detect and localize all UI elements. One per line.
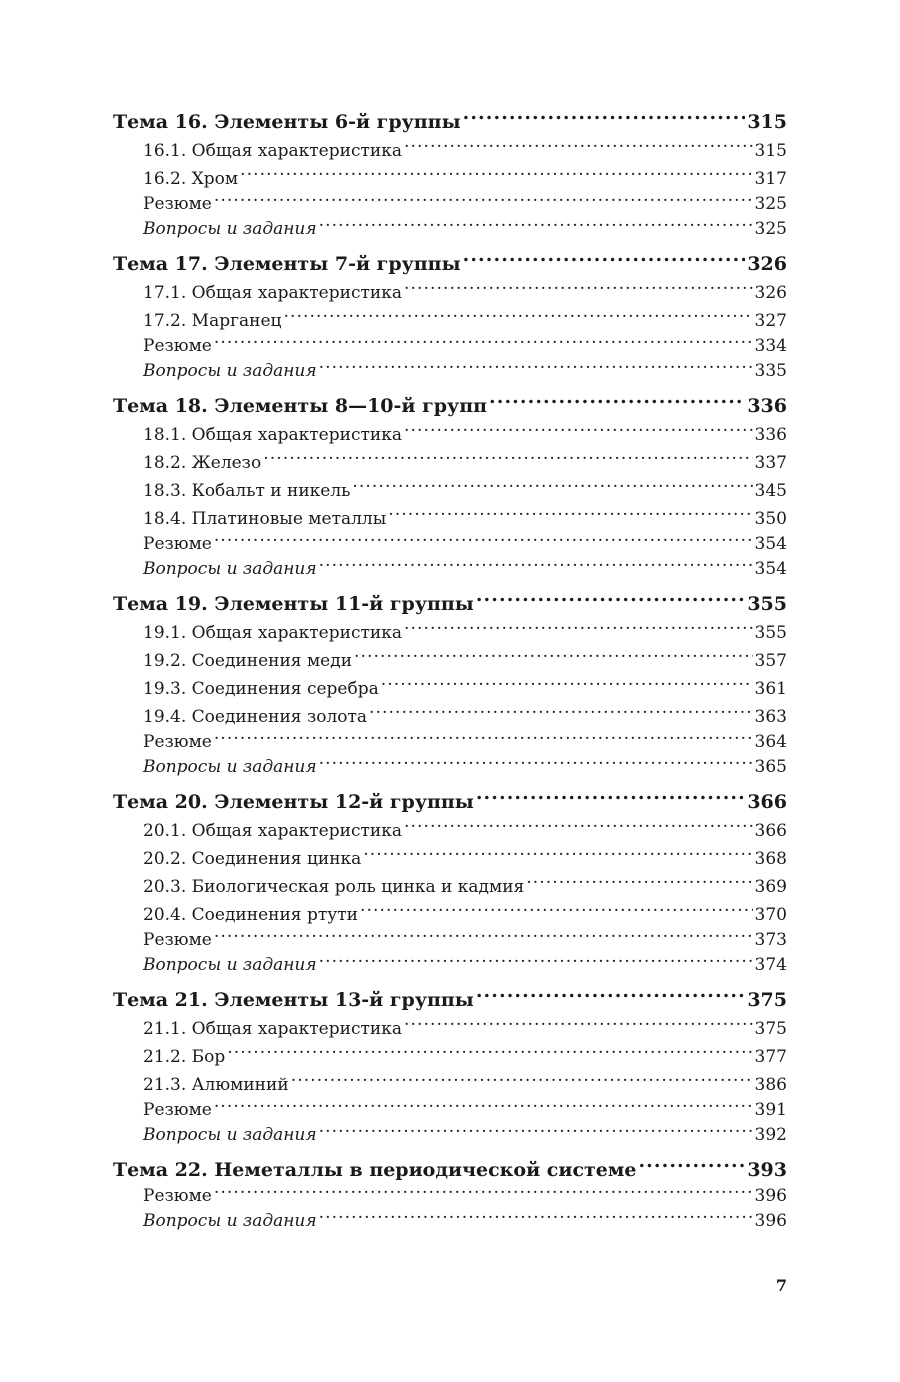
subsection-title: 19.4. Соединения золота [143, 707, 368, 727]
dot-leader [463, 98, 746, 128]
topic-page-number: 393 [747, 1159, 787, 1181]
topic-title: Тема 20. Элементы 12-й группы [113, 791, 474, 813]
subsection-page-number: 325 [754, 194, 787, 214]
topic-page-number: 326 [747, 253, 787, 275]
subsection-title: 17.2. Марганец [143, 311, 282, 331]
subsection-page-number: 377 [754, 1047, 787, 1067]
dot-leader [388, 496, 752, 524]
subsection-title: Резюме [143, 194, 212, 214]
dot-leader [363, 836, 752, 864]
page-number: 7 [775, 1276, 787, 1295]
dot-leader [283, 298, 752, 326]
subsection-page-number: 345 [754, 481, 787, 501]
subsection-title: Резюме [143, 930, 212, 950]
topic-title: Тема 21. Элементы 13-й группы [113, 989, 474, 1011]
toc-section [113, 1146, 787, 1231]
topic-title: Тема 18. Элементы 8—10-й групп [113, 395, 488, 417]
subsection-title: 16.1. Общая характеристика [143, 141, 402, 161]
subsection-page-number: 370 [754, 905, 787, 925]
dot-leader [489, 382, 745, 412]
subsection-page-number: 392 [754, 1125, 787, 1145]
subsection-title: Резюме [143, 1100, 212, 1120]
toc-section [113, 778, 787, 975]
dot-leader [404, 128, 753, 156]
toc-section [113, 98, 787, 239]
toc-subsection-entry[interactable] [113, 549, 787, 579]
subsection-title: 18.3. Кобальт и никель [143, 481, 351, 501]
toc-subsection-entry[interactable] [113, 351, 787, 381]
subsection-page-number: 391 [754, 1100, 787, 1120]
subsection-title: Резюме [143, 534, 212, 554]
subsection-title: 18.2. Железо [143, 453, 262, 473]
toc-subsection-entry[interactable] [113, 1176, 787, 1206]
dot-leader [476, 778, 745, 808]
subsection-page-number: 337 [754, 453, 787, 473]
topic-page-number: 366 [747, 791, 787, 813]
dot-leader [319, 209, 753, 234]
subsection-page-number: 326 [754, 283, 787, 303]
subsection-page-number: 364 [754, 732, 787, 752]
subsection-title: 21.1. Общая характеристика [143, 1019, 402, 1039]
subsection-page-number: 386 [754, 1075, 787, 1095]
dot-leader [360, 892, 753, 920]
subsection-title: 16.2. Хром [143, 169, 239, 189]
subsection-page-number: 325 [754, 219, 787, 239]
dot-leader [319, 351, 753, 376]
toc-section [113, 580, 787, 777]
toc-section [113, 240, 787, 381]
dot-leader [214, 722, 753, 747]
subsection-page-number: 317 [754, 169, 787, 189]
toc-section [113, 976, 787, 1145]
subsection-title: 19.2. Соединения меди [143, 651, 353, 671]
subsection-page-number: 361 [754, 679, 787, 699]
dot-leader [319, 945, 753, 970]
toc-subsection-entry[interactable] [113, 920, 787, 950]
dot-leader [214, 524, 753, 549]
topic-title: Тема 19. Элементы 11-й группы [113, 593, 474, 615]
dot-leader [263, 440, 752, 468]
toc-section [113, 382, 787, 579]
subsection-page-number: 354 [754, 534, 787, 554]
dot-leader [404, 808, 753, 836]
dot-leader [319, 1115, 753, 1140]
dot-leader [369, 694, 753, 722]
dot-leader [404, 270, 753, 298]
dot-leader [214, 326, 753, 351]
toc-subsection-entry[interactable] [113, 1115, 787, 1145]
subsection-page-number: 374 [754, 955, 787, 975]
dot-leader [404, 1006, 753, 1034]
topic-title: Тема 22. Неметаллы в периодической системе [113, 1159, 637, 1181]
toc-topic-entry[interactable] [113, 98, 787, 133]
topic-page-number: 336 [747, 395, 787, 417]
subsection-page-number: 373 [754, 930, 787, 950]
dot-leader [319, 549, 753, 574]
subsection-title: Резюме [143, 732, 212, 752]
dot-leader [404, 610, 753, 638]
subsection-title: 21.2. Бор [143, 1047, 226, 1067]
subsection-title: 18.1. Общая характеристика [143, 425, 402, 445]
subsection-title: 19.1. Общая характеристика [143, 623, 402, 643]
subsection-title: 17.1. Общая характеристика [143, 283, 402, 303]
subsection-page-number: 396 [754, 1186, 787, 1206]
subsection-title: 20.3. Биологическая роль цинка и кадмия [143, 877, 525, 897]
toc-subsection-entry[interactable] [113, 326, 787, 356]
subsection-title: Вопросы и задания [143, 1125, 317, 1145]
topic-title: Тема 16. Элементы 6-й группы [113, 111, 461, 133]
dot-leader [319, 747, 753, 772]
dot-leader [214, 184, 753, 209]
toc-subsection-entry[interactable] [113, 1090, 787, 1120]
subsection-title: Резюме [143, 336, 212, 356]
subsection-page-number: 369 [754, 877, 787, 897]
dot-leader [381, 666, 753, 694]
subsection-page-number: 375 [754, 1019, 787, 1039]
dot-leader [214, 1090, 753, 1115]
dot-leader [476, 580, 745, 610]
toc-topic-entry[interactable] [113, 382, 787, 417]
topic-page-number: 355 [747, 593, 787, 615]
subsection-title: 20.1. Общая характеристика [143, 821, 402, 841]
topic-title: Тема 17. Элементы 7-й группы [113, 253, 461, 275]
subsection-page-number: 327 [754, 311, 787, 331]
subsection-title: Вопросы и задания [143, 361, 317, 381]
subsection-title: Вопросы и задания [143, 955, 317, 975]
table-of-contents [113, 98, 787, 1232]
toc-subsection-entry[interactable] [113, 722, 787, 752]
dot-leader [352, 468, 752, 496]
subsection-page-number: 363 [754, 707, 787, 727]
toc-subsection-entry[interactable] [113, 1201, 787, 1231]
subsection-page-number: 368 [754, 849, 787, 869]
toc-topic-entry[interactable] [113, 1146, 787, 1181]
subsection-title: Вопросы и задания [143, 219, 317, 239]
subsection-title: 18.4. Платиновые металлы [143, 509, 387, 529]
dot-leader [227, 1034, 752, 1062]
subsection-page-number: 354 [754, 559, 787, 579]
subsection-page-number: 366 [754, 821, 787, 841]
subsection-title: 21.3. Алюминий [143, 1075, 289, 1095]
toc-subsection-entry[interactable] [113, 747, 787, 777]
subsection-page-number: 357 [754, 651, 787, 671]
subsection-page-number: 334 [754, 336, 787, 356]
toc-subsection-entry[interactable] [113, 945, 787, 975]
subsection-title: Вопросы и задания [143, 757, 317, 777]
toc-subsection-entry[interactable] [113, 524, 787, 554]
subsection-page-number: 365 [754, 757, 787, 777]
subsection-title: 19.3. Соединения серебра [143, 679, 379, 699]
subsection-page-number: 335 [754, 361, 787, 381]
subsection-page-number: 315 [754, 141, 787, 161]
topic-page-number: 375 [747, 989, 787, 1011]
toc-topic-entry[interactable] [113, 580, 787, 615]
dot-leader [526, 864, 752, 892]
dot-leader [291, 1062, 753, 1090]
subsection-title: 20.4. Соединения ртути [143, 905, 358, 925]
subsection-title: Резюме [143, 1186, 212, 1206]
dot-leader [476, 976, 745, 1006]
subsection-title: Вопросы и задания [143, 1211, 317, 1231]
dot-leader [463, 240, 746, 270]
topic-page-number: 315 [747, 111, 787, 133]
dot-leader [319, 1201, 753, 1226]
dot-leader [214, 920, 753, 945]
subsection-title: 20.2. Соединения цинка [143, 849, 362, 869]
subsection-page-number: 355 [754, 623, 787, 643]
subsection-page-number: 336 [754, 425, 787, 445]
toc-topic-entry[interactable] [113, 976, 787, 1011]
subsection-title: Вопросы и задания [143, 559, 317, 579]
toc-topic-entry[interactable] [113, 778, 787, 813]
toc-topic-entry[interactable] [113, 240, 787, 275]
dot-leader [240, 156, 752, 184]
dot-leader [214, 1176, 753, 1201]
dot-leader [404, 412, 753, 440]
toc-subsection-entry[interactable] [113, 184, 787, 214]
dot-leader [354, 638, 753, 666]
dot-leader [638, 1146, 745, 1176]
subsection-page-number: 396 [754, 1211, 787, 1231]
toc-subsection-entry[interactable] [113, 209, 787, 239]
subsection-page-number: 350 [754, 509, 787, 529]
